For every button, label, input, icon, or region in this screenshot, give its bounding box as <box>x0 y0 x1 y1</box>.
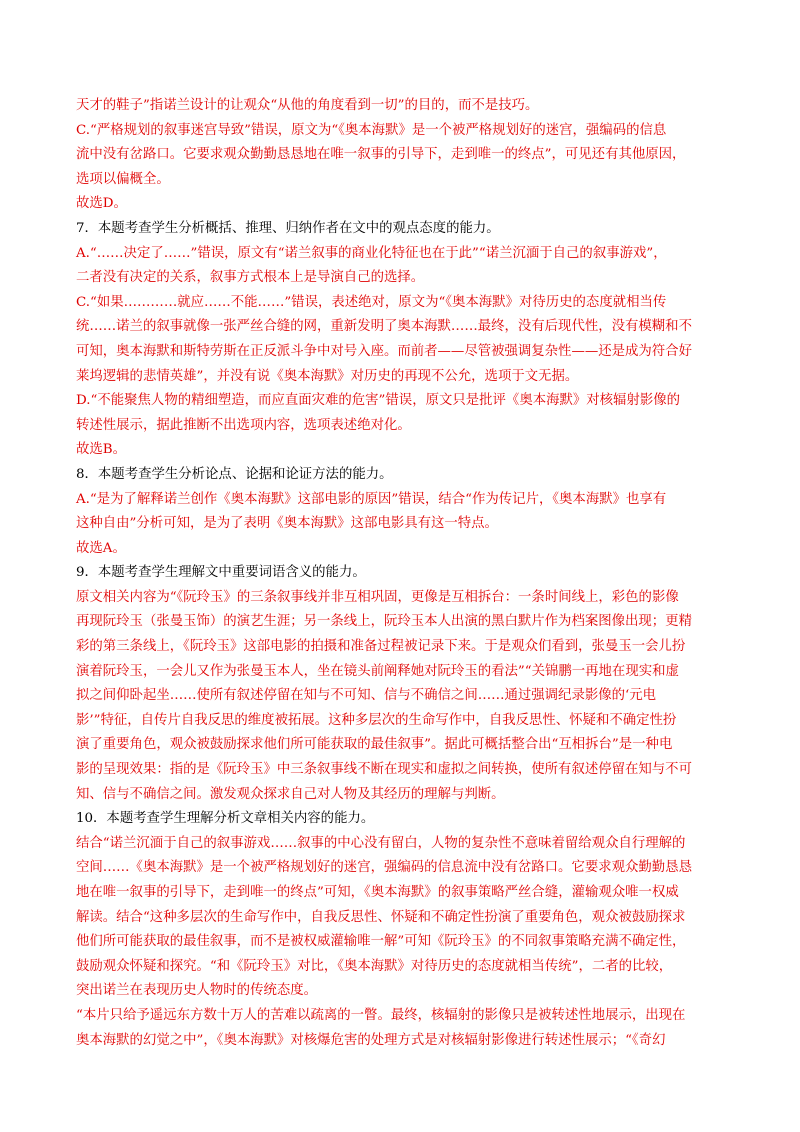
answer-text-line: 统……诺兰的叙事就像一张严丝合缝的网，重新发明了奥本海默……最终，没有后现代性，没有模糊和不 <box>76 319 692 335</box>
answer-text-line: C.“严格规划的叙事迷宫导致”错误，原文为“《奥本海默》是一个被严格规划好的迷宫，强编码的信息 <box>76 122 667 138</box>
answer-text-line: 转述性展示，据此推断不出选项内容，选项表述绝对化。 <box>76 417 411 433</box>
answer-text-line: D.“不能聚焦人物的精细塑造，而应直面灾难的危害”错误，原文只是批评《奥本海默》对核辐射影像的 <box>76 393 680 409</box>
answer-text-line: 结合“诺兰沉湎于自己的叙事游戏……叙事的中心没有留白，人物的复杂性不意味着留给观众自行理解的 <box>76 835 686 851</box>
answer-text-line: 空间……《奥本海默》是一个被严格规划好的迷宫，强编码的信息流中没有岔路口。它要求观众勤勤恳恳 <box>76 860 692 876</box>
answer-text-line: 二者没有决定的关系，叙事方式根本上是导演自己的选择。 <box>76 270 425 286</box>
answer-text-line: “本片只给予遥远东方数十万人的苦难以疏离的一瞥。最终，核辐射的影像只是被转述性地展示，出现在 <box>76 1007 686 1023</box>
answer-text-line: 莱坞逻辑的悲情英雄”，并没有说《奥本海默》对历史的再现不公允，选项于文无据。 <box>76 368 579 384</box>
answer-text-line: 鼓励观众怀疑和探究。“和《阮玲玉》对比，《奥本海默》对待历史的态度就相当传统”，二者的比较， <box>76 958 673 974</box>
answer-text-line: 天才的鞋子”指诺兰设计的让观众“从他的角度看到一切”的目的，而不是技巧。 <box>76 98 539 113</box>
answer-text-line: A.“是为了解释诺兰创作《奥本海默》这部电影的原因”错误，结合“作为传记片，《奥本海默》也享有 <box>76 491 667 507</box>
answer-text-line: 故选D。 <box>76 196 127 212</box>
answer-text-line: 这种自由”分析可知，是为了表明《奥本海默》这部电影具有这一特点。 <box>76 516 498 532</box>
answer-text-line: 可知，奥本海默和斯特劳斯在正反派斗争中对号入座。而前者——尽管被强调复杂性——还是成为符合好 <box>76 343 692 359</box>
answer-text-line: 彩的第三条线上，《阮玲玉》这部电影的拍摄和准备过程被记录下来。于是观众们看到，张曼玉一会儿扮 <box>76 639 686 655</box>
answer-text-line: 解读。结合“这种多层次的生命写作中，自我反思性、怀疑和不确定性扮演了重要角色，观众被鼓励探求 <box>76 909 686 925</box>
answer-text-line: 再现阮玲玉（张曼玉饰）的演艺生涯；另一条线上，阮玲玉本人出演的黑白默片作为档案图像出现；更精 <box>76 614 692 630</box>
question-heading: 10．本题考查学生理解分析文章相关内容的能力。 <box>76 811 375 827</box>
question-heading: 8．本题考查学生分析论点、论据和论证方法的能力。 <box>76 466 393 482</box>
answer-text-line: 知、信与不确信之间。激发观众探求自己对人物及其经历的理解与判断。 <box>76 786 505 802</box>
answer-text-line: 拟之间仰卧起坐……使所有叙述停留在知与不可知、信与不确信之间……通过强调纪录影像的‘元电 <box>76 688 657 704</box>
answer-text-line: A.“……决定了……”错误，原文有“诺兰叙事的商业化特征也在于此”“诺兰沉湎于自己的叙事游戏”， <box>76 245 667 261</box>
answer-text-line: 影的呈现效果：指的是《阮玲玉》中三条叙事线不断在现实和虚拟之间转换，使所有叙述停留在知与不可 <box>76 762 692 778</box>
question-heading: 7．本题考查学生分析概括、推理、归纳作者在文中的观点态度的能力。 <box>76 220 500 236</box>
answer-text-line: C.“如果…………就应……不能……”错误，表述绝对，原文为“《奥本海默》对待历史的态度就相当传 <box>76 294 667 310</box>
answer-text-line: 地在唯一叙事的引导下，走到唯一的终点”可知，《奥本海默》的叙事策略严丝合缝，灌输观众唯一权威 <box>76 885 679 900</box>
answer-text-line: 奥本海默的幻觉之中”，《奥本海默》对核爆危害的处理方式是对核辐射影像进行转述性展示；“《奇幻 <box>76 1032 666 1048</box>
answer-text-line: 故选B。 <box>76 442 127 458</box>
answer-text-line: 他们所可能获取的最佳叙事，而不是被权威灌输唯一解”可知《阮玲玉》的不同叙事策略充满不确定性， <box>76 934 686 950</box>
answer-text-line: 故选A。 <box>76 540 126 556</box>
answer-text-line: 选项以偏概全。 <box>76 171 170 187</box>
answer-text-line: 原文相关内容为“《阮玲玉》的三条叙事线并非互相巩固，更像是互相拆台：一条时间线上，彩色的影像 <box>76 589 679 605</box>
question-heading: 9．本题考查学生理解文中重要词语含义的能力。 <box>76 565 366 581</box>
answer-text-line: 演了重要角色，观众被鼓励探求他们所可能获取的最佳叙事”。据此可概括整合出“互相拆台”是一种电 <box>76 737 673 753</box>
answer-text-line: 流中没有岔路口。它要求观众勤勤恳恳地在唯一叙事的引导下，走到唯一的终点”，可见还有其他原因， <box>76 147 686 163</box>
document-body <box>76 94 726 1053</box>
answer-text-line: 突出诺兰在表现历史人物时的传统态度。 <box>76 983 318 999</box>
answer-text-line: 影’”特征，自传片自我反思的维度被拓展。这种多层次的生命写作中，自我反思性、怀疑和不确定性扮 <box>76 712 677 728</box>
answer-text-line: 演着阮玲玉，一会儿又作为张曼玉本人，坐在镜头前阐释她对阮玲玉的看法”“关锦鹏一再地在现实和虚 <box>76 663 679 679</box>
